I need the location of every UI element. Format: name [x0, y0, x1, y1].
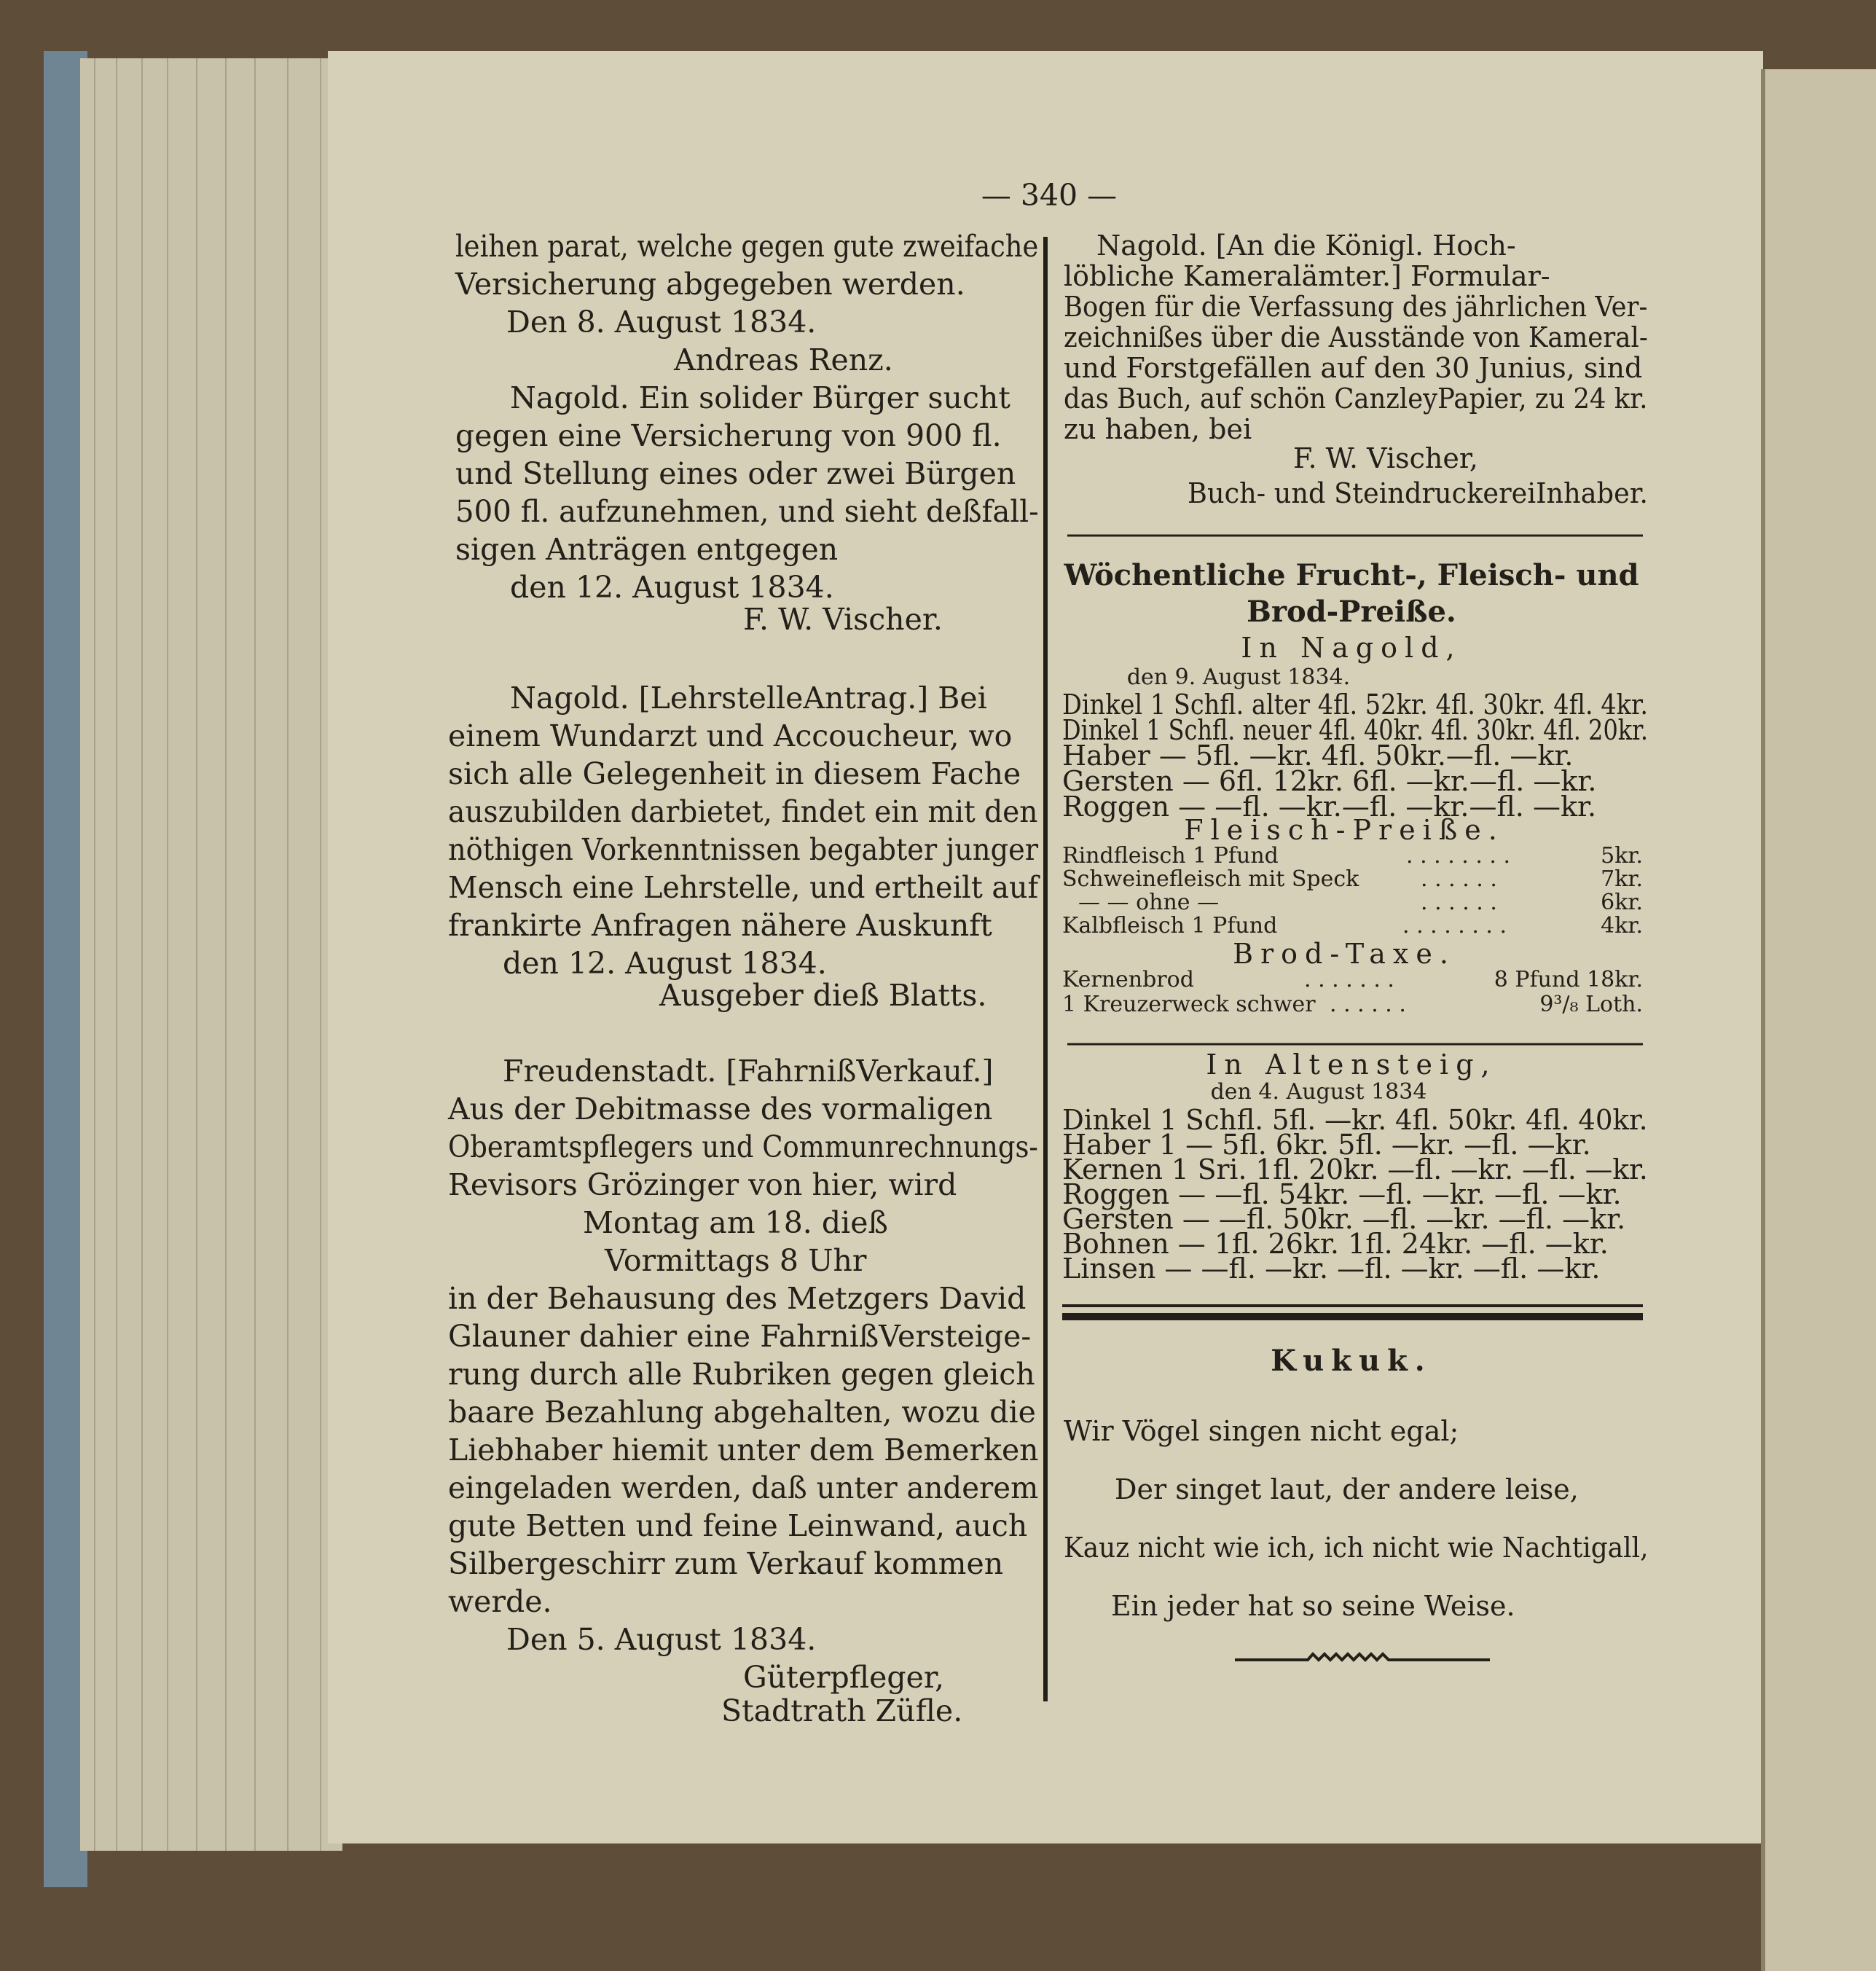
text-line: gute Betten und feine Leinwand, auch — [448, 1508, 1028, 1543]
price-row: Dinkel 1 Schfl. 5fl. —kr. 4fl. 50kr. 4fl. 40kr. — [1062, 1104, 1648, 1136]
signature: F. W. Vischer, — [1293, 442, 1478, 474]
price-label: Kalbfleisch 1 Pfund — [1062, 913, 1278, 939]
text-line: Montag am 18. dieß — [583, 1205, 888, 1240]
price-row: Dinkel 1 Schfl. neuer 4fl. 40kr. 4fl. 30kr. 4fl. 20kr. — [1062, 714, 1649, 746]
text-line: frankirte Anfragen nähere Auskunft — [448, 908, 992, 943]
price-label: Schweinefleisch mit Speck — [1062, 866, 1359, 892]
text-line: zu haben, bei — [1064, 413, 1252, 445]
text-line: Aus der Debitmasse des vormaligen — [448, 1092, 993, 1126]
price-row: Dinkel 1 Schfl. alter 4fl. 52kr. 4fl. 30kr. 4fl. 4kr. — [1062, 689, 1649, 721]
text-line: löbliche Kameralämter.] Formular- — [1064, 260, 1550, 292]
text-line: den 12. August 1834. — [503, 946, 827, 981]
text-line: und Forstgefällen auf den 30 Junius, sind — [1064, 352, 1643, 384]
price-value: 6kr. — [1601, 890, 1643, 915]
text-line: das Buch, auf schön CanzleyPapier, zu 24 kr. — [1064, 383, 1648, 415]
text-line: eingeladen werden, daß unter anderem — [448, 1470, 1039, 1505]
text-line: werde. — [448, 1584, 552, 1619]
text-line: rung durch alle Rubriken gegen gleich — [448, 1357, 1035, 1392]
text-line: leihen parat, welche gegen gute zweifache — [455, 229, 1039, 264]
prices-heading: Brod-Preiße. — [1247, 595, 1456, 629]
text-line: in der Behausung des Metzgers David — [448, 1281, 1027, 1316]
price-row: Roggen — —fl. —kr.—fl. —kr.—fl. —kr. — [1062, 791, 1597, 823]
text-line: zeichnißes über die Ausstände von Kameral- — [1064, 321, 1648, 353]
text-line: Liebhaber hiemit unter dem Bemerken — [448, 1433, 1039, 1468]
text-line: Silbergeschirr zum Verkauf kommen — [448, 1546, 1004, 1581]
text-line: Revisors Grözinger von hier, wird — [448, 1167, 957, 1202]
text-line: Nagold. Ein solider Bürger sucht — [510, 380, 1010, 415]
text-line: Bogen für die Verfassung des jährlichen Ver- — [1064, 291, 1648, 323]
poem-title: Kukuk. — [1271, 1344, 1432, 1378]
text-line: baare Bezahlung abgehalten, wozu die — [448, 1395, 1036, 1430]
price-row: Gersten — 6fl. 12kr. 6fl. —kr.—fl. —kr. — [1062, 765, 1597, 797]
text-line: Den 5. August 1834. — [506, 1622, 817, 1657]
text-line: und Stellung eines oder zwei Bürgen — [455, 456, 1016, 491]
poem-line: Ein jeder hat so seine Weise. — [1111, 1590, 1515, 1622]
price-label: — — ohne — — [1078, 890, 1220, 915]
signature: Ausgeber dieß Blatts. — [659, 978, 987, 1013]
place-heading: In Altensteig, — [1206, 1049, 1497, 1081]
text-line: Versicherung abgegeben werden. — [455, 267, 965, 302]
text-line: Vormittags 8 Uhr — [605, 1243, 867, 1278]
text-line: auszubilden darbietet, findet ein mit den — [448, 794, 1038, 829]
price-date: den 9. August 1834. — [1126, 665, 1351, 690]
text-line: 500 fl. aufzunehmen, und sieht deßfall- — [455, 494, 1039, 529]
poem-line: Kauz nicht wie ich, ich nicht wie Nachtigall, — [1064, 1532, 1649, 1564]
price-value: 5kr. — [1601, 843, 1643, 869]
poem-line: Wir Vögel singen nicht egal; — [1064, 1415, 1459, 1447]
price-row: Haber — 5fl. —kr. 4fl. 50kr.—fl. —kr. — [1062, 740, 1574, 772]
signature: F. W. Vischer. — [743, 602, 943, 637]
price-row: Bohnen — 1fl. 26kr. 1fl. 24kr. —fl. —kr. — [1062, 1228, 1609, 1260]
signature: Stadtrath Züfle. — [721, 1693, 963, 1728]
poem-line: Der singet laut, der andere leise, — [1115, 1473, 1579, 1505]
price-dots: . . . . . . . . — [1402, 913, 1507, 939]
price-dots: . . . . . . — [1421, 890, 1497, 915]
place-heading: In Nagold, — [1241, 632, 1462, 664]
price-value: 8 Pfund 18kr. — [1494, 967, 1643, 992]
text-line: Den 8. August 1834. — [506, 305, 817, 340]
text-line: Freudenstadt. [FahrnißVerkauf.] — [503, 1054, 994, 1089]
text-line: sigen Anträgen entgegen — [455, 532, 839, 567]
price-dots: . . . . . . — [1330, 992, 1406, 1017]
text-line: Nagold. [LehrstelleAntrag.] Bei — [510, 681, 987, 716]
price-dots: . . . . . . . — [1304, 967, 1394, 992]
text-line: einem Wundarzt und Accoucheur, wo — [448, 718, 1013, 753]
price-row: Roggen — —fl. 54kr. —fl. —kr. —fl. —kr. — [1062, 1178, 1622, 1210]
price-row: Haber 1 — 5fl. 6kr. 5fl. —kr. —fl. —kr. — [1062, 1129, 1591, 1161]
text-line: gegen eine Versicherung von 900 fl. — [455, 418, 1002, 453]
price-row: Linsen — —fl. —kr. —fl. —kr. —fl. —kr. — [1062, 1253, 1601, 1285]
price-value: 4kr. — [1601, 913, 1643, 939]
prices-heading: Wöchentliche Frucht-, Fleisch- und — [1064, 558, 1639, 592]
price-label: Kernenbrod — [1062, 967, 1194, 992]
text-line: Glauner dahier eine FahrnißVersteige- — [448, 1319, 1032, 1354]
price-label: Rindfleisch 1 Pfund — [1062, 843, 1279, 869]
price-dots: . . . . . . — [1421, 866, 1497, 892]
text-line: Oberamtspflegers und Communrechnungs- — [448, 1129, 1038, 1164]
signature: Buch- und SteindruckereiInhaber. — [1188, 477, 1648, 509]
text-line: den 12. August 1834. — [510, 570, 834, 605]
subheading: Brod-Taxe. — [1233, 938, 1456, 970]
signature: Güterpfleger, — [743, 1660, 944, 1695]
page-number: — 340 — — [981, 178, 1118, 213]
text-line: Andreas Renz. — [674, 342, 893, 377]
price-dots: . . . . . . . . — [1406, 843, 1511, 869]
subheading: Fleisch-Preiße. — [1184, 814, 1504, 846]
text-line: Mensch eine Lehrstelle, und ertheilt auf — [448, 870, 1039, 905]
price-row: Kernen 1 Sri. 1fl. 20kr. —fl. —kr. —fl. —kr. — [1062, 1153, 1648, 1186]
price-value: 7kr. — [1601, 866, 1643, 892]
price-row: Gersten — —fl. 50kr. —fl. —kr. —fl. —kr. — [1062, 1203, 1626, 1235]
price-value: 9³/₈ Loth. — [1539, 992, 1643, 1017]
text-line: sich alle Gelegenheit in diesem Fache — [448, 756, 1021, 791]
text-line: Nagold. [An die Königl. Hoch- — [1096, 230, 1516, 262]
price-label: 1 Kreuzerweck schwer — [1062, 992, 1316, 1017]
text-line: nöthigen Vorkenntnissen begabter junger — [448, 832, 1039, 867]
price-date: den 4. August 1834 — [1210, 1079, 1427, 1105]
